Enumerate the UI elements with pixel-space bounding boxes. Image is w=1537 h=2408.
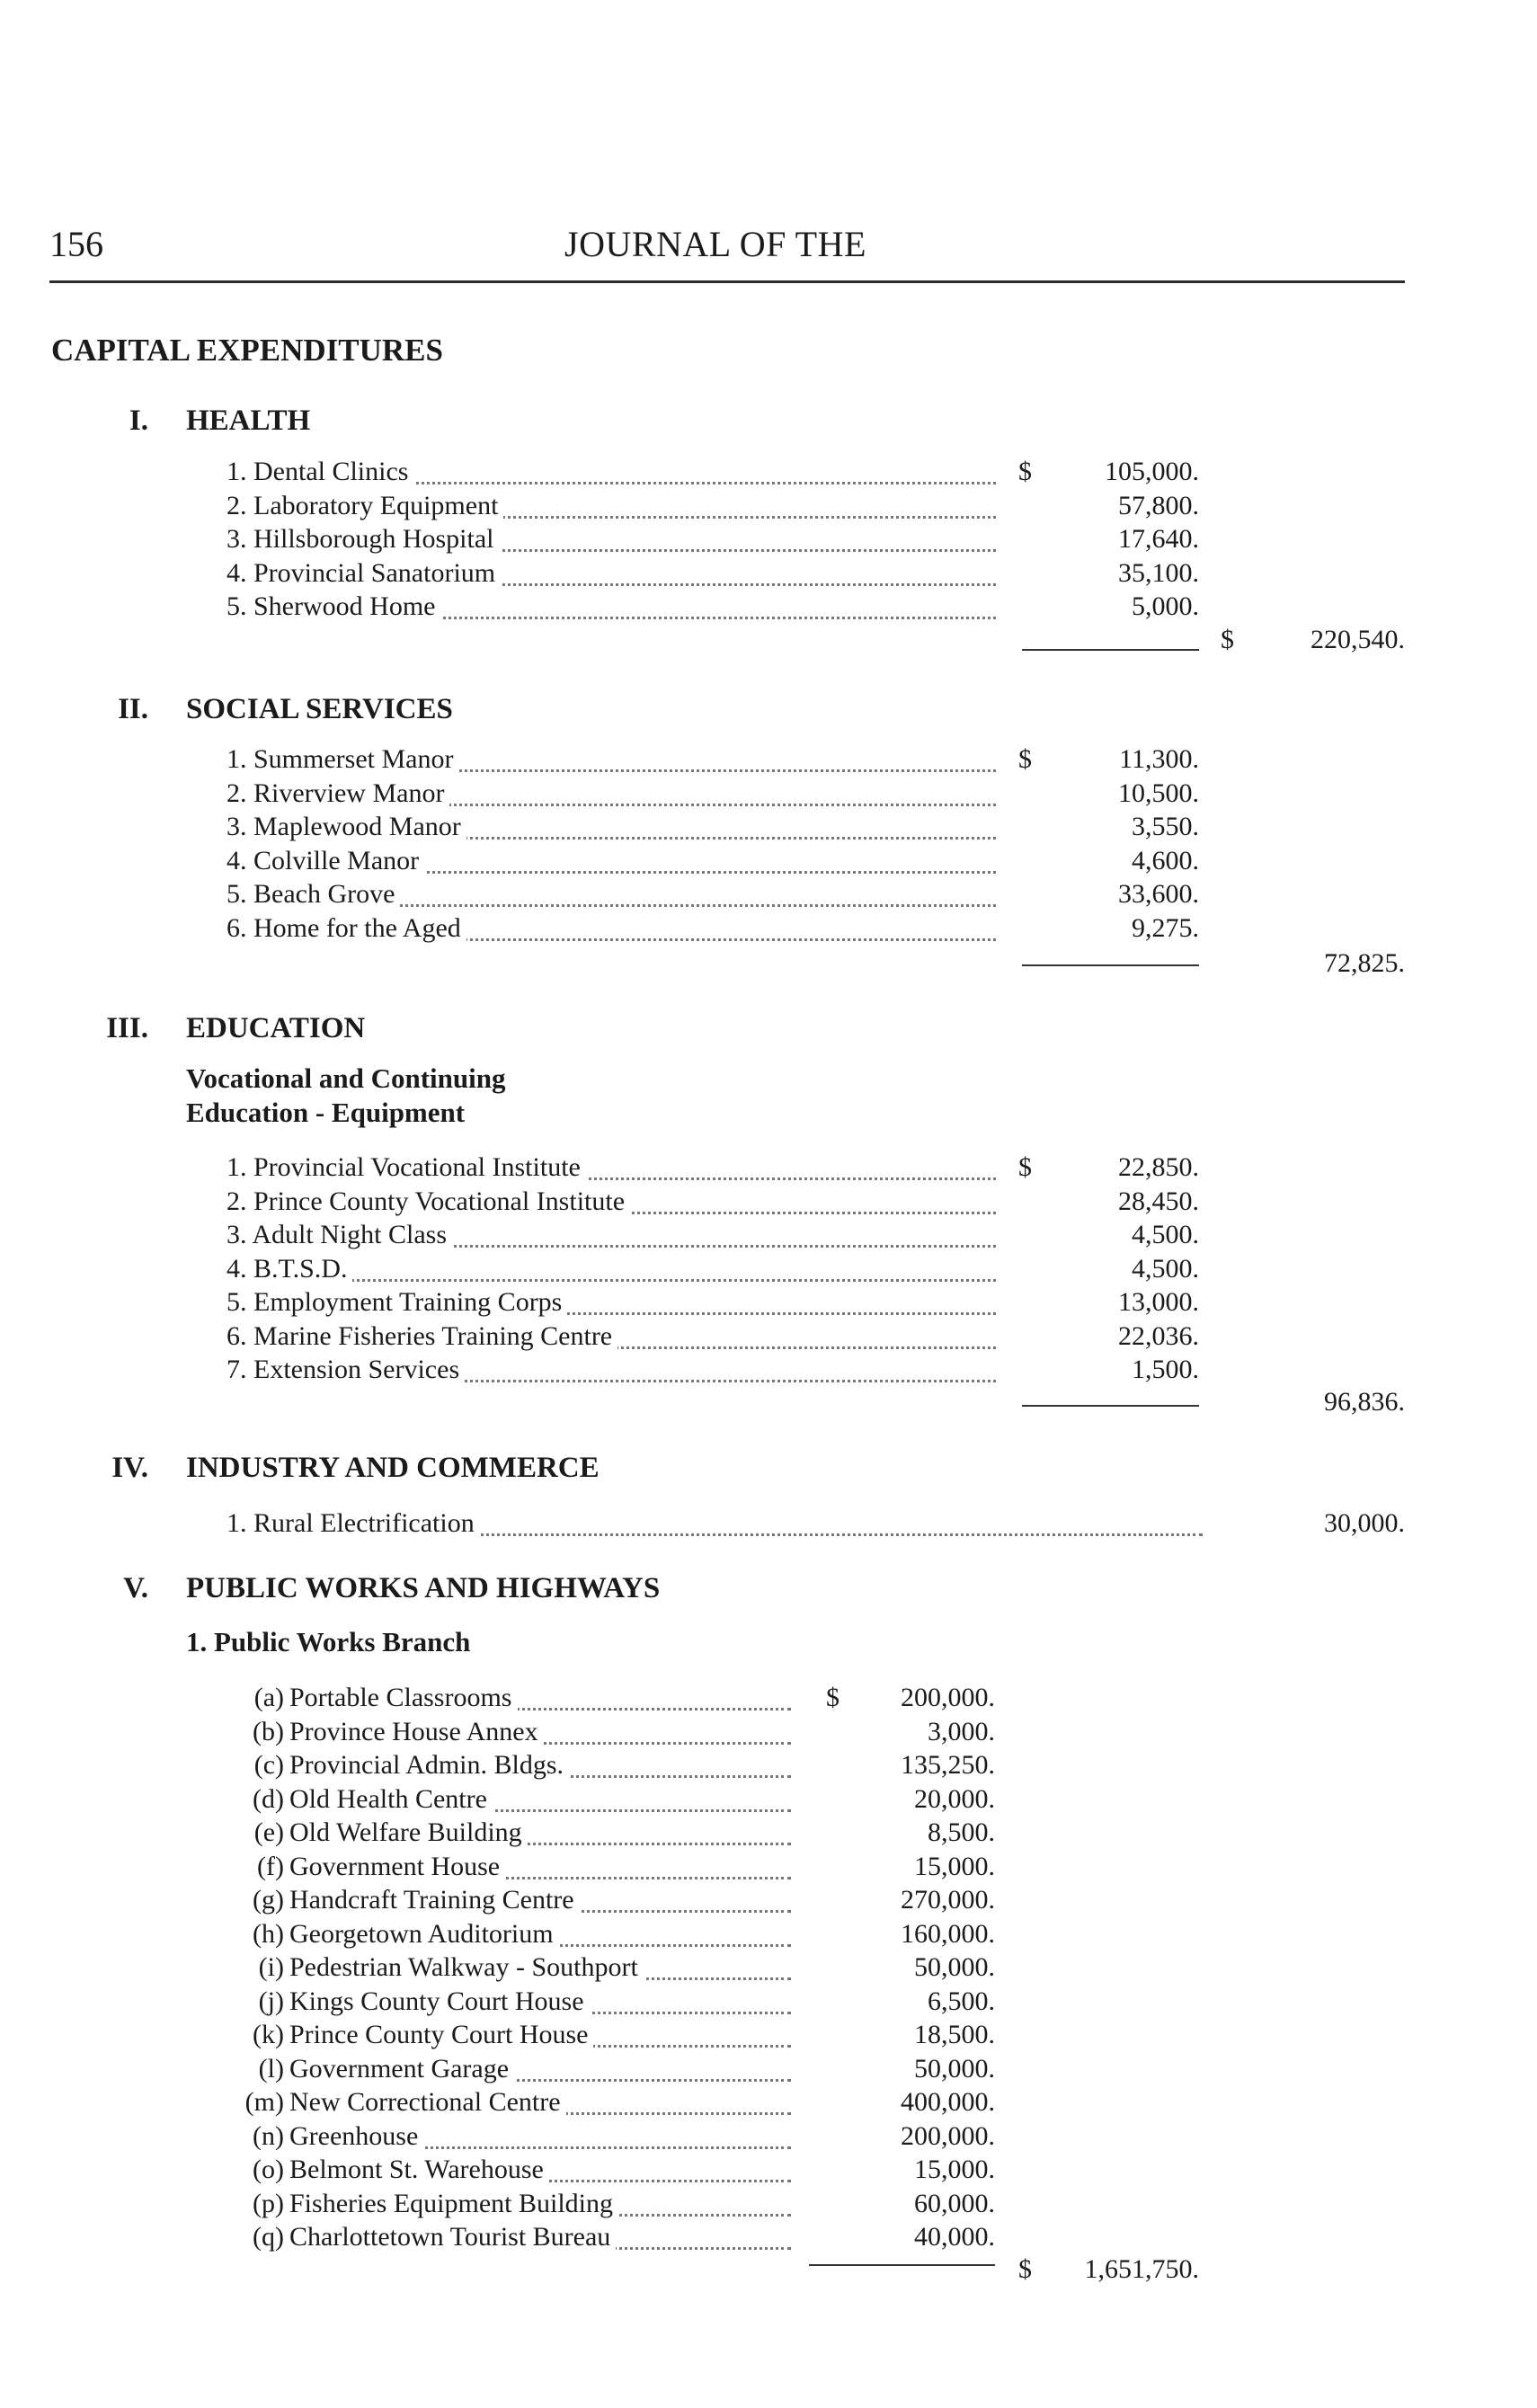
subheading: Education - Equipment [186, 1097, 466, 1128]
item-amount: 270,000. [901, 1885, 995, 1915]
item-key: (l) [258, 2054, 284, 2084]
item-amount: 135,250. [901, 1750, 995, 1780]
branch-heading: 1. Public Works Branch [186, 1626, 471, 1657]
item-label: 1. Dental Clinics [227, 457, 413, 487]
item-key: (a) [253, 1683, 284, 1712]
item-amount: 40,000. [914, 2222, 995, 2252]
header-rule [49, 280, 1405, 283]
item-key: (o) [253, 2155, 284, 2184]
item-label: 4. Colville Manor [227, 846, 424, 876]
item-label: 5. Sherwood Home [227, 591, 440, 622]
item-key: (h) [253, 1919, 284, 1949]
item-amount: 50,000. [914, 1952, 995, 1982]
item-label: 6. Marine Fisheries Training Centre [227, 1321, 617, 1352]
item-label: Georgetown Auditorium [289, 1919, 559, 1950]
item-amount: 9,275. [1132, 913, 1199, 943]
item-amount: 57,800. [1118, 491, 1199, 520]
item-amount: 3,550. [1132, 812, 1199, 841]
item-amount: 22,036. [1118, 1321, 1199, 1351]
item-label: New Correctional Centre [289, 2087, 566, 2118]
section-numeral: IV. [111, 1452, 148, 1484]
item-amount: 6,500. [928, 1986, 995, 2016]
subheading: Vocational and Continuing [186, 1062, 506, 1094]
item-label: 4. B.T.S.D. [227, 1254, 352, 1284]
item-label: 3. Adult Night Class [227, 1220, 452, 1250]
section-title: EDUCATION [186, 1012, 366, 1044]
item-key: (p) [253, 2189, 284, 2218]
item-amount: 18,500. [914, 2020, 995, 2049]
section-title: PUBLIC WORKS AND HIGHWAYS [186, 1572, 661, 1604]
item-label: 2. Laboratory Equipment [227, 491, 503, 521]
item-key: (c) [253, 1750, 284, 1780]
dollar-sign: $ [1018, 457, 1032, 486]
item-key: (d) [253, 1784, 284, 1814]
item-label: 7. Extension Services [227, 1355, 465, 1385]
section-numeral: II. [118, 693, 148, 725]
item-amount: 400,000. [901, 2087, 995, 2117]
item-amount: 11,300. [1119, 744, 1199, 774]
dollar-sign: $ [1221, 625, 1234, 654]
section-title: INDUSTRY AND COMMERCE [186, 1452, 600, 1484]
item-label: Pedestrian Walkway - Southport [289, 1952, 644, 1983]
item-label: Government Garage [289, 2054, 514, 2084]
item-amount: 15,000. [914, 1852, 995, 1881]
item-amount: 30,000. [1324, 1508, 1405, 1538]
item-amount: 60,000. [914, 2189, 995, 2218]
item-amount: 20,000. [914, 1784, 995, 1814]
page-number: 156 [49, 224, 103, 264]
item-label: Portable Classrooms [289, 1683, 518, 1713]
item-amount: 33,600. [1118, 879, 1199, 909]
running-head: JOURNAL OF THE [564, 224, 866, 264]
item-label: Province House Annex [289, 1717, 544, 1747]
section-title: SOCIAL SERVICES [186, 693, 453, 725]
subtotal-rule [1022, 1405, 1199, 1407]
item-amount: 1,500. [1132, 1355, 1199, 1384]
item-amount: 50,000. [914, 2054, 995, 2084]
section-numeral: III. [106, 1012, 148, 1044]
item-label: Charlottetown Tourist Bureau [289, 2222, 616, 2253]
item-label: 5. Beach Grove [227, 879, 400, 910]
item-amount: 105,000. [1105, 457, 1199, 486]
page-title: CAPITAL EXPENDITURES [51, 333, 443, 368]
item-amount: 4,600. [1132, 846, 1199, 875]
item-amount: 3,000. [928, 1717, 995, 1746]
item-label: 3. Maplewood Manor [227, 812, 466, 842]
item-key: (b) [253, 1717, 284, 1746]
item-amount: 200,000. [901, 1683, 995, 1712]
section-total: 220,540. [1310, 625, 1405, 654]
item-amount: 8,500. [928, 1817, 995, 1847]
item-key: (i) [258, 1952, 284, 1982]
item-key: (k) [253, 2020, 284, 2049]
item-label: Provincial Admin. Bldgs. [289, 1750, 569, 1781]
item-label: 5. Employment Training Corps [227, 1287, 567, 1318]
item-amount: 13,000. [1118, 1287, 1199, 1317]
item-label: 6. Home for the Aged [227, 913, 466, 944]
dollar-sign: $ [1018, 1152, 1032, 1182]
item-label: 2. Riverview Manor [227, 778, 449, 809]
item-amount: 5,000. [1132, 591, 1199, 621]
item-key: (f) [257, 1852, 284, 1881]
item-label: 1. Summerset Manor [227, 744, 458, 775]
subtotal-rule [809, 2264, 995, 2266]
item-key: (e) [253, 1817, 284, 1847]
item-amount: 17,640. [1118, 524, 1199, 554]
item-key: (j) [258, 1986, 284, 2016]
item-label: Government House [289, 1852, 505, 1882]
section-numeral: V. [123, 1572, 148, 1604]
item-key: (m) [244, 2087, 284, 2117]
item-label: 4. Provincial Sanatorium [227, 558, 501, 589]
item-label: Old Health Centre [289, 1784, 493, 1815]
item-amount: 10,500. [1118, 778, 1199, 808]
section-total: 96,836. [1324, 1387, 1405, 1417]
item-key: (q) [253, 2222, 284, 2252]
item-label: Kings County Court House [289, 1986, 590, 2017]
item-label: Fisheries Equipment Building [289, 2189, 618, 2219]
item-label: Old Welfare Building [289, 1817, 528, 1848]
item-label: Greenhouse [289, 2121, 423, 2152]
item-amount: 4,500. [1132, 1220, 1199, 1249]
dollar-sign: $ [826, 1683, 840, 1712]
item-amount: 4,500. [1132, 1254, 1199, 1284]
section-total: 72,825. [1324, 948, 1405, 978]
item-amount: 160,000. [901, 1919, 995, 1949]
item-key: (g) [253, 1885, 284, 1915]
item-key: (n) [253, 2121, 284, 2151]
subtotal-rule [1022, 649, 1199, 651]
dollar-sign: $ [1018, 744, 1032, 774]
item-label: 3. Hillsborough Hospital [227, 524, 500, 555]
item-amount: 28,450. [1118, 1186, 1199, 1216]
section-total: 1,651,750. [1084, 2254, 1199, 2284]
item-amount: 35,100. [1118, 558, 1199, 588]
section-numeral: I. [129, 404, 148, 437]
subtotal-rule [1022, 964, 1199, 966]
dollar-sign: $ [1018, 2254, 1032, 2284]
item-label: 2. Prince County Vocational Institute [227, 1186, 630, 1217]
item-label: 1. Provincial Vocational Institute [227, 1152, 586, 1183]
item-amount: 200,000. [901, 2121, 995, 2151]
item-amount: 15,000. [914, 2155, 995, 2184]
item-label: 1. Rural Electrification [227, 1508, 480, 1539]
item-amount: 22,850. [1118, 1152, 1199, 1182]
item-label: Handcraft Training Centre [289, 1885, 580, 1915]
item-label: Belmont St. Warehouse [289, 2155, 549, 2185]
item-label: Prince County Court House [289, 2020, 593, 2050]
section-title: HEALTH [186, 404, 311, 437]
